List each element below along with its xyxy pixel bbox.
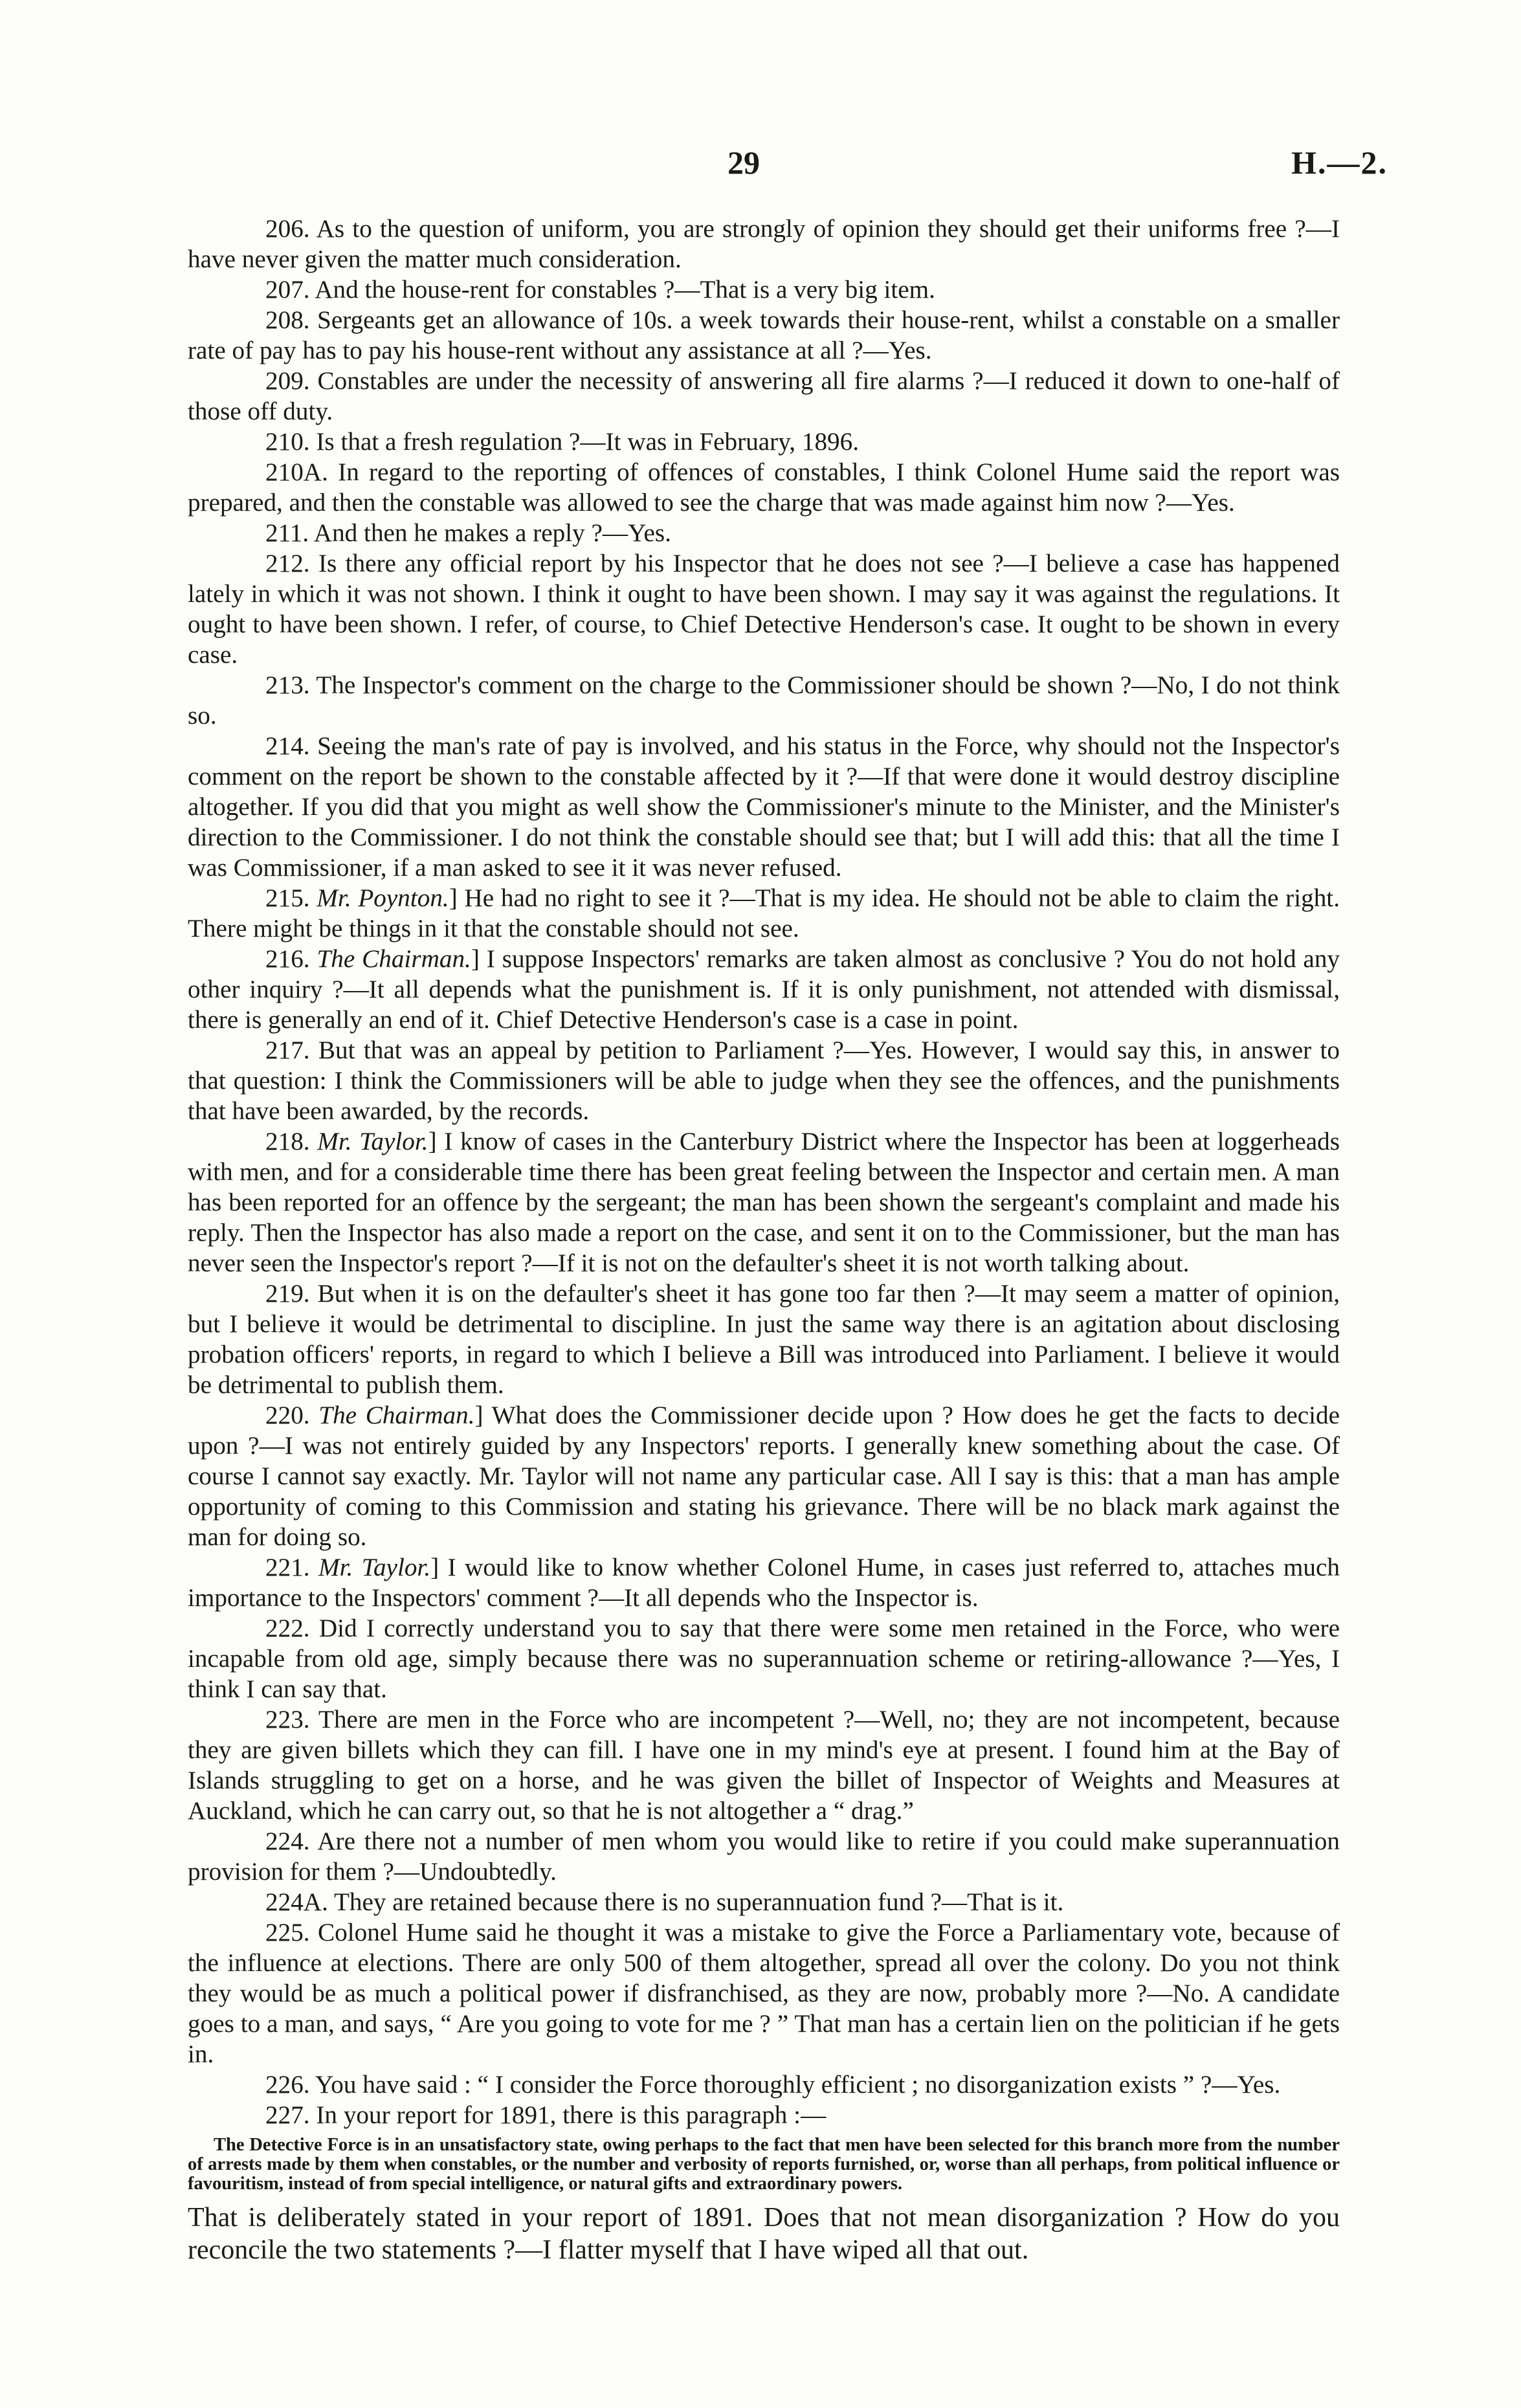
question-number: 210A. xyxy=(265,458,328,486)
question-text: And the house-rent for constables ?—That is a very big item. xyxy=(315,276,935,304)
question-text: I know of cases in the Canterbury District where the Inspector has been at loggerheads with men, and for a considerable time there has been great feeling between the Inspector and certain men. A man has been reported for an offence by the sergeant; the man has been shown the sergeant's complaint and made his reply. Then the Inspector has also made a report on the case, and sent it on to the Commissioner, but the man has never seen the Inspector's report ?—If it is not on the defaulter's sheet it is not worth talking about. xyxy=(188,1128,1340,1277)
question-paragraph xyxy=(188,305,1340,366)
question-paragraph xyxy=(188,1278,1340,1400)
question-text: Did I correctly understand you to say that there were some men retained in the Force, who were incapable from old age, simply because there was no superannuation scheme or retiring-allowance ?—Yes, I think I can say that. xyxy=(188,1614,1340,1703)
question-text: Are there not a number of men whom you would like to retire if you could make superannuation provision for them ?—Undoubtedly. xyxy=(188,1827,1340,1886)
question-paragraph xyxy=(188,214,1340,274)
question-number: 220. xyxy=(265,1401,310,1429)
question-number: 224. xyxy=(265,1827,310,1855)
question-number: 213. xyxy=(265,671,310,699)
question-paragraph xyxy=(188,2100,1340,2130)
question-text: Constables are under the necessity of answering all fire alarms ?—I reduced it down to one-half of those off duty. xyxy=(188,367,1340,425)
question-number: 226. xyxy=(265,2071,310,2099)
question-number: 222. xyxy=(265,1614,310,1642)
question-number: 208. xyxy=(265,306,310,334)
question-text: The Inspector's comment on the charge to the Commissioner should be shown ?—No, I do not think so. xyxy=(188,671,1340,730)
speaker-name: The Chairman. xyxy=(316,945,471,973)
document-body xyxy=(188,214,1340,2266)
question-text: In regard to the reporting of offences of constables, I think Colonel Hume said the report was prepared, and then the constable was allowed to see the charge that was made against him now ?—Yes. xyxy=(188,458,1340,517)
speaker-name: Mr. Taylor. xyxy=(317,1128,428,1155)
question-text: Is that a fresh regulation ?—It was in February, 1896. xyxy=(316,428,860,456)
question-text: They are retained because there is no superannuation fund ?—That is it. xyxy=(333,1888,1064,1916)
question-paragraph xyxy=(188,2069,1340,2100)
question-number: 212. xyxy=(265,550,310,577)
question-text: As to the question of uniform, you are strongly of opinion they should get their uniforms free ?—I have never given the matter much consideration. xyxy=(188,215,1340,273)
question-text: Colonel Hume said he thought it was a mistake to give the Force a Parliamentary vote, because of the influence at elections. There are only 500 of them altogether, spread all over the colony. Do you not think they would be as much a political power if disfranchised, as they are now, probably more ?—No. A candidate goes to a man, and says, “ Are you going to vote for me ? ” That man has a certain lien on the politician if he gets in. xyxy=(188,1919,1340,2068)
question-number: 216. xyxy=(265,945,310,973)
question-paragraph xyxy=(188,518,1340,548)
question-paragraph xyxy=(188,731,1340,883)
question-paragraph xyxy=(188,1887,1340,1917)
question-text: What does the Commissioner decide upon ? How does he get the facts to decide upon ?—I was not entirely guided by any Inspectors' reports. I generally knew something about the case. Of course I cannot say exactly. Mr. Taylor will not name any particular case. All I say is this: that a man has ample opportunity of coming to this Commission and stating his grievance. There will be no black mark against the man for doing so. xyxy=(188,1401,1340,1551)
question-paragraph xyxy=(188,274,1340,305)
question-paragraph xyxy=(188,1613,1340,1704)
question-paragraph: 221. Mr. Taylor.] I would like to know whether Colonel Hume, in cases just referred to, attaches much importance to the Inspectors' comment ?—It all depends who the Inspector is. xyxy=(188,1554,1340,1612)
question-text: Seeing the man's rate of pay is involved, and his status in the Force, why should not the Inspector's comment on the report be shown to the constable affected by it ?—If that were done it would destroy discipline altogether. If you did that you might as well show the Commissioner's minute to the Minister, and the Minister's direction to the Commissioner. I do not think the constable should see that; but I will add this: that all the time I was Commissioner, if a man asked to see it it was never refused. xyxy=(188,732,1340,882)
question-number: 219. xyxy=(265,1280,310,1308)
question-text: In your report for 1891, there is this paragraph :— xyxy=(316,2101,827,2129)
question-paragraph xyxy=(188,548,1340,670)
question-text: Is there any official report by his Inspector that he does not see ?—I believe a case has happened lately in which it was not shown. I think it ought to have been shown. I may say it was against the regulations. It ought to have been shown. I refer, of course, to Chief Detective Henderson's case. It ought to be shown in every case. xyxy=(188,550,1340,669)
question-paragraph xyxy=(188,670,1340,731)
question-text: I would like to know whether Colonel Hume, in cases just referred to, attaches much importance to the Inspectors' comment ?—It all depends who the Inspector is. xyxy=(188,1554,1340,1612)
question-text: I suppose Inspectors' remarks are taken almost as conclusive ? You do not hold any other inquiry ?—It all depends what the punishment is. If it is only punishment, not attended with dismissal, there is generally an end of it. Chief Detective Henderson's case is a case in point. xyxy=(188,945,1340,1034)
question-paragraph xyxy=(188,366,1340,427)
document-series: H.—2. xyxy=(1291,144,1388,181)
question-paragraph: 216. The Chairman.] I suppose Inspectors' remarks are taken almost as conclusive ? You do not hold any other inquiry ?—It all depends what the punishment is. If it is only punishment, not attended with dismissal, there is generally an end of it. Chief Detective Henderson's case is a case in point. xyxy=(188,945,1340,1034)
speaker-name: The Chairman. xyxy=(318,1401,475,1429)
question-number: 217. xyxy=(265,1036,310,1064)
question-number: 218. xyxy=(265,1128,310,1155)
question-paragraph: 215. Mr. Poynton.] He had no right to see it ?—That is my idea. He should not be able to claim the right. There might be things in it that the constable should not see. xyxy=(188,884,1340,942)
question-number: 214. xyxy=(265,732,310,760)
question-paragraph xyxy=(188,1035,1340,1126)
question-paragraph xyxy=(188,427,1340,457)
question-number: 225. xyxy=(265,1919,310,1946)
page-header xyxy=(0,144,1521,189)
question-text: There are men in the Force who are incompetent ?—Well, no; they are not incompetent, because they are given billets which they can fill. I have one in my mind's eye at present. I found him at the Bay of Islands struggling to get on a horse, and he was given the billet of Inspector of Weights and Measures at Auckland, which he can carry out, so that he is not altogether a “ drag.” xyxy=(188,1706,1340,1825)
question-number: 209. xyxy=(265,367,310,395)
question-number: 223. xyxy=(265,1706,310,1734)
closing-paragraph: That is deliberately stated in your report of 1891. Does that not mean disorganization ? How do you reconcile the two statements ?—I flatter myself that I have wiped all that out. xyxy=(188,2203,1340,2265)
page-number: 29 xyxy=(727,144,760,181)
paragraph-list xyxy=(188,214,1340,2130)
question-text: But when it is on the defaulter's sheet it has gone too far then ?—It may seem a matter of opinion, but I believe it would be detrimental to discipline. In just the same way there is an agitation about disclosing probation officers' reports, in regard to which I believe a Bill was introduced into Parliament. I believe it would be detrimental to publish them. xyxy=(188,1280,1340,1399)
question-number: 206. xyxy=(265,215,310,243)
question-text: He had no right to see it ?—That is my idea. He should not be able to claim the right. There might be things in it that the constable should not see. xyxy=(188,884,1340,942)
question-text: But that was an appeal by petition to Parliament ?—Yes. However, I would say this, in answer to that question: I think the Commissioners will be able to judge when they see the offences, and the punishments that have been awarded, by the records. xyxy=(188,1036,1340,1125)
question-text: You have said : “ I consider the Force thoroughly efficient ; no disorganization exists ” ?—Yes. xyxy=(315,2071,1281,2099)
question-paragraph: 218. Mr. Taylor.] I know of cases in the Canterbury District where the Inspector has been at loggerheads with men, and for a considerable time there has been great feeling between the Inspector and certain men. A man has been reported for an offence by the sergeant; the man has been shown the sergeant's complaint and made his reply. Then the Inspector has also made a report on the case, and sent it on to the Commissioner, but the man has never seen the Inspector's report ?—If it is not on the defaulter's sheet it is not worth talking about. xyxy=(188,1128,1340,1277)
question-number: 210. xyxy=(265,428,310,456)
question-text: And then he makes a reply ?—Yes. xyxy=(313,519,671,547)
report-quote: The Detective Force is in an unsatisfactory state, owing perhaps to the fact that men have been selected for this branch more from the number of arrests made by them when constables, or the number and verbosity of reports furnished, or, worse than all perhaps, from political influence or favouritism, instead of from special intelligence, or natural gifts and extraordinary powers. xyxy=(188,2135,1340,2194)
question-paragraph: 220. The Chairman.] What does the Commissioner decide upon ? How does he get the facts to decide upon ?—I was not entirely guided by any Inspectors' reports. I generally knew something about the case. Of course I cannot say exactly. Mr. Taylor will not name any particular case. All I say is this: that a man has ample opportunity of coming to this Commission and stating his grievance. There will be no black mark against the man for doing so. xyxy=(188,1401,1340,1551)
question-number: 221. xyxy=(265,1554,310,1581)
question-text: Sergeants get an allowance of 10s. a week towards their house-rent, whilst a constable on a smaller rate of pay has to pay his house-rent without any assistance at all ?—Yes. xyxy=(188,306,1340,364)
question-paragraph xyxy=(188,1704,1340,1826)
question-paragraph xyxy=(188,457,1340,518)
speaker-name: Mr. Poynton. xyxy=(316,884,449,912)
question-number: 207. xyxy=(265,276,310,304)
question-number: 227. xyxy=(265,2101,310,2129)
question-number: 215. xyxy=(265,884,310,912)
question-number: 224A. xyxy=(265,1888,328,1916)
question-paragraph xyxy=(188,1917,1340,2069)
speaker-name: Mr. Taylor. xyxy=(318,1554,431,1581)
question-number: 211. xyxy=(265,519,309,547)
question-paragraph xyxy=(188,1826,1340,1887)
